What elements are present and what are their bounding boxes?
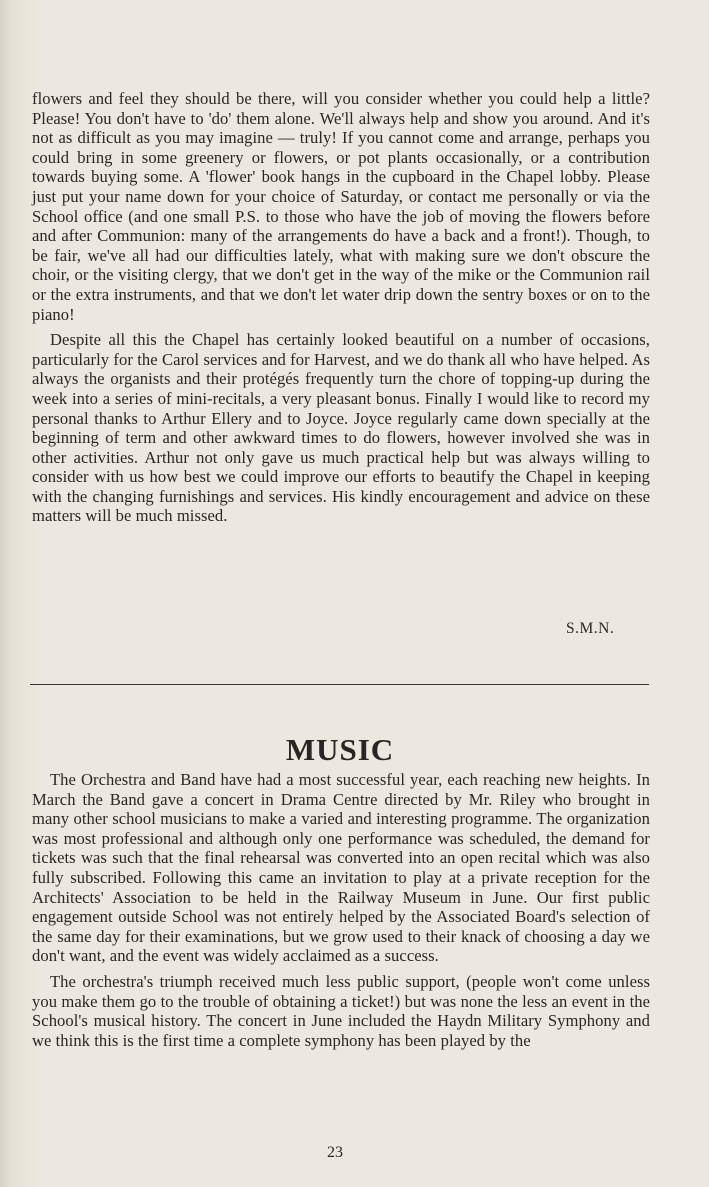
paragraph-orchestra-band: The Orchestra and Band have had a most successful year, each reaching new heights. In March the Band gave a concert in Drama Centre directed by Mr. Riley who brought in many other school musicians to make a varied and interesting programme. The organization was most professional and although only one performance was scheduled, the demand for tickets was such that the final rehearsal was converted into an open recital which was also fully subscribed. Following this came an invitation to play at a private reception for the Architects' Association to be held in the Railway Museum in June. Our first public engagement outside School was not entirely helped by the Associated Board's selection of the same day for their examinations, but we grow used to their knack of choosing a day we don't want, and the event was widely acclaimed as a success.: [32, 770, 650, 966]
paragraph-flowers-continued: flowers and feel they should be there, will you consider whether you could help a little? Please! You don't have to 'do' them alone. We'll always help and show you around. And it's not as difficult as you may imagine — truly! If you cannot come and arrange, perhaps you could bring in some greenery or flowers, or pot plants occasionally, or a contribution towards buying some. A 'flower' book hangs in the cupboard in the Chapel lobby. Please just put your name down for your choice of Saturday, or contact me personally or via the School office (and one small P.S. to those who have the job of moving the flowers before and after Communion: many of the arrangements do have a back and a front!). Though, to be fair, we've all had our difficulties lately, what with making sure we don't obscure the choir, or the visiting clergy, that we don't get in the way of the mike or the Communion rail or the extra instruments, and that we don't let water drip down the sentry boxes or on to the piano!: [32, 89, 650, 324]
music-article-body: [32, 770, 650, 1050]
author-signature: S.M.N.: [566, 620, 615, 637]
section-divider: [30, 684, 649, 685]
paragraph-orchestra-triumph: The orchestra's triumph received much less public support, (people won't come unless you make them go to the trouble of obtaining a ticket!) but was none the less an event in the School's musical history. The concert in June included the Haydn Military Symphony and we think this is the first time a complete symphony has been played by the: [32, 971, 650, 1050]
section-heading-music: MUSIC: [285, 732, 395, 767]
page-number: 23: [327, 1144, 343, 1161]
paragraph-chapel-thanks: Despite all this the Chapel has certainly looked beautiful on a number of occasions, particularly for the Carol services and for Harvest, and we do thank all who have helped. As always the organists and their protégés frequently turn the chore of topping-up during the week into a series of mini-recitals, a very pleasant bonus. Finally I would like to record my personal thanks to Arthur Ellery and to Joyce. Joyce regularly came down specially at the beginning of term and other awkward times to do flowers, however involved she was in other activities. Arthur not only gave us much practical help but was always willing to consider with us how best we could improve our efforts to beautify the Chapel in keeping with the changing furnishings and services. His kindly encouragement and advice on these matters will be much missed.: [32, 330, 650, 526]
flowers-article-body: [32, 89, 650, 526]
